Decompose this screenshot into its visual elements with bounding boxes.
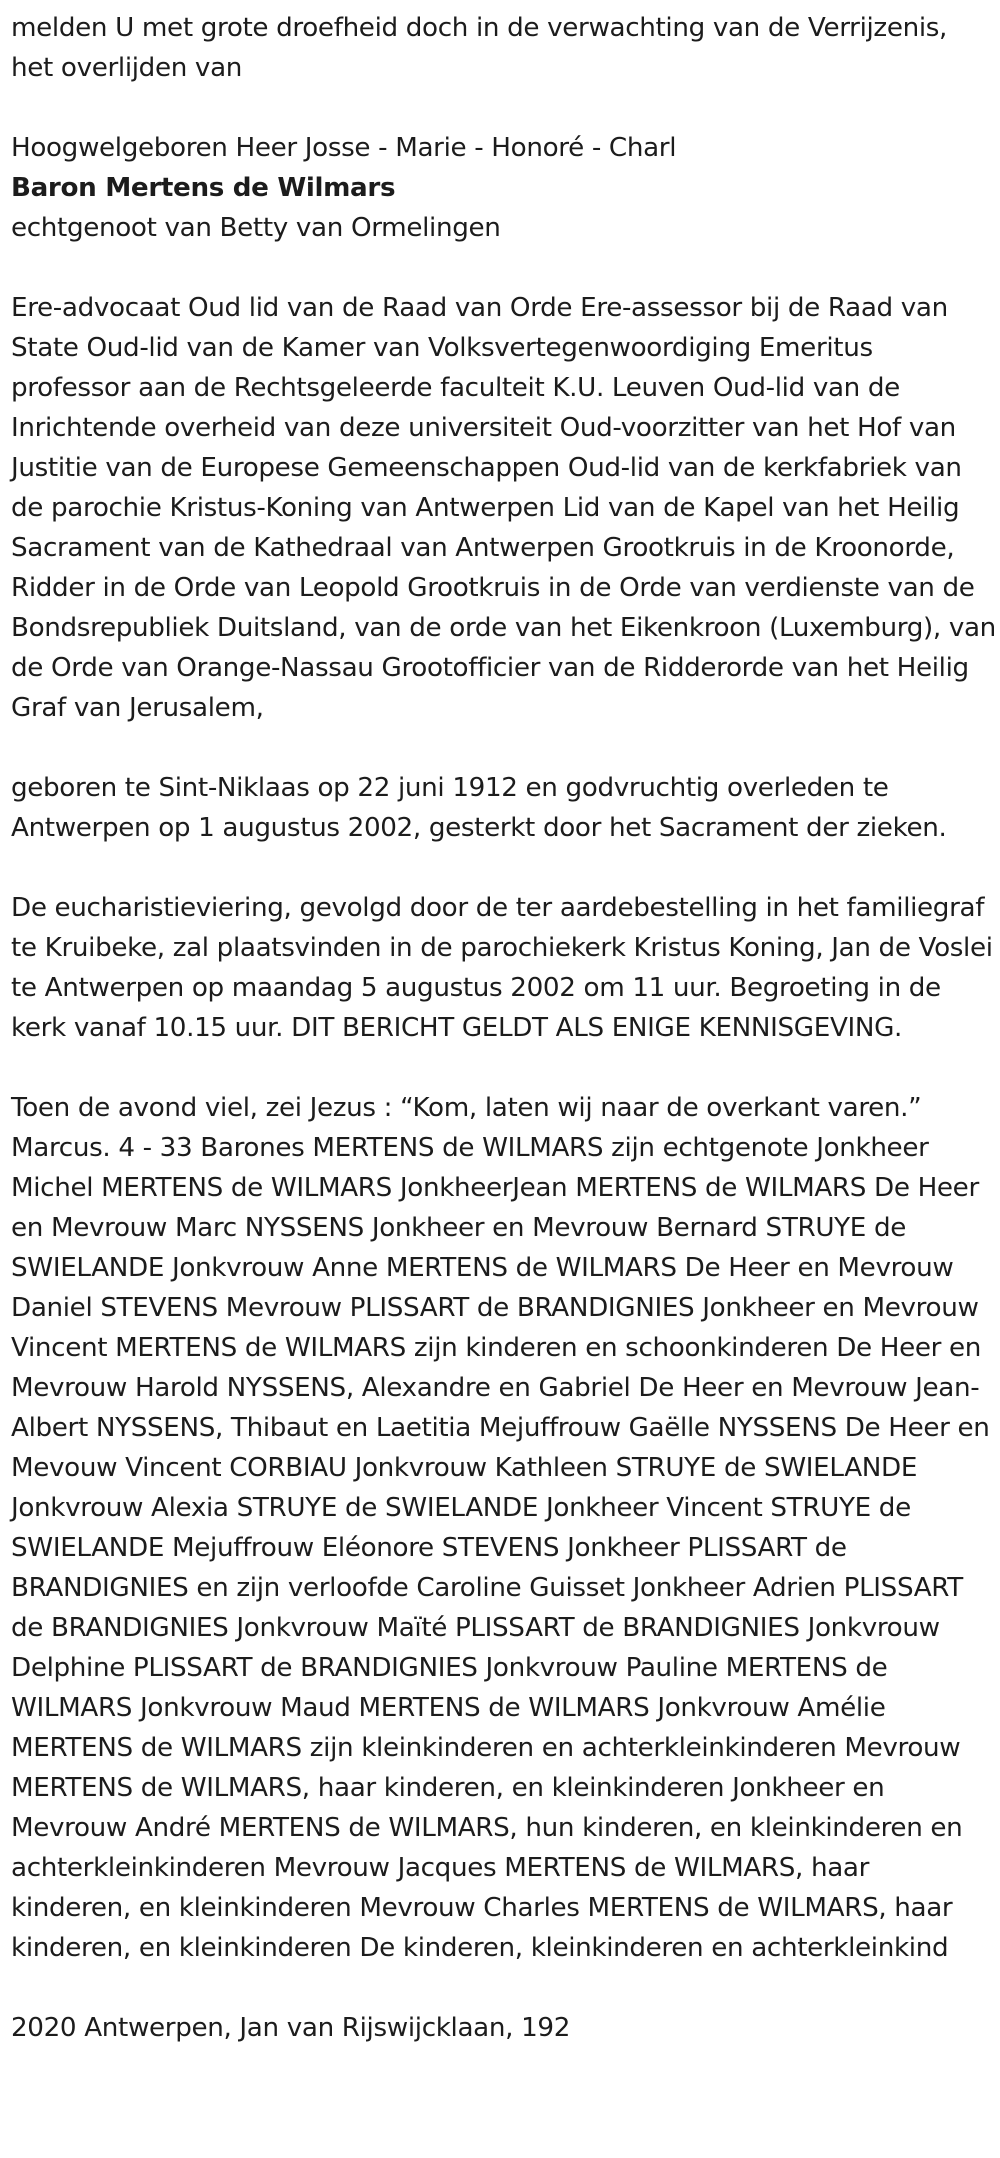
address-line: 2020 Antwerpen, Jan van Rijswijcklaan, 192	[11, 2013, 571, 2043]
birth-death-paragraph: geboren te Sint-Niklaas op 22 juni 1912 en godvruchtig overleden te Antwerpen op 1 augustus 2002, gesterkt door het Sacrament der zieken.	[11, 773, 947, 843]
ceremony-paragraph: De eucharistieviering, gevolgd door de ter aardebestelling in het familiegraf te Kruibeke, zal plaatsvinden in de parochiekerk Kristus Koning, Jan de Voslei te Antwerpen op maandag 5 augustus 2002 om 11 uur. Begroeting in de kerk vanaf 10.15 uur. DIT BERICHT GELDT ALS ENIGE KENNISGEVING.	[11, 893, 993, 1043]
intro-paragraph: melden U met grote droefheid doch in de verwachting van de Verrijzenis, het overlijden van	[11, 13, 948, 83]
titles-paragraph: Ere-advocaat Oud lid van de Raad van Orde Ere-assessor bij de Raad van State Oud-lid van de Kamer van Volksvertegenwoordiging Emeritus professor aan de Rechtsgeleerde faculteit K.U. Leuven Oud-lid van de Inrichtende overheid van deze universiteit Oud-voorzitter van het Hof van Justitie van de Europese Gemeenschappen Oud-lid van de kerkfabriek van de parochie Kristus-Koning van Antwerpen Lid van de Kapel van het Heilig Sacrament van de Kathedraal van Antwerpen Grootkruis in de Kroonorde, Ridder in de Orde van Leopold Grootkruis in de Orde van verdienste van de Bondsrepubliek Duitsland, van de orde van het Eikenkroon (Luxemburg), van de Orde van Orange-Nassau Grootofficier van de Ridderorde van het Heilig Graf van Jerusalem,	[11, 293, 996, 723]
deceased-name: Baron Mertens de Wilmars	[11, 173, 396, 203]
obituary-notice	[11, 8, 996, 2048]
family-paragraph: Toen de avond viel, zei Jezus : “Kom, laten wij naar de overkant varen.” Marcus. 4 - 33 Barones MERTENS de WILMARS zijn echtgenote Jonkheer Michel MERTENS de WILMARS JonkheerJean MERTENS de WILMARS De Heer en Mevrouw Marc NYSSENS Jonkheer en Mevrouw Bernard STRUYE de SWIELANDE Jonkvrouw Anne MERTENS de WILMARS De Heer en Mevrouw Daniel STEVENS Mevrouw PLISSART de BRANDIGNIES Jonkheer en Mevrouw Vincent MERTENS de WILMARS zijn kinderen en schoonkinderen De Heer en Mevrouw Harold NYSSENS, Alexandre en Gabriel De Heer en Mevrouw Jean-Albert NYSSENS, Thibaut en Laetitia Mejuffrouw Gaëlle NYSSENS De Heer en Mevouw Vincent CORBIAU Jonkvrouw Kathleen STRUYE de SWIELANDE Jonkvrouw Alexia STRUYE de SWIELANDE Jonkheer Vincent STRUYE de SWIELANDE Mejuffrouw Eléonore STEVENS Jonkheer PLISSART de BRANDIGNIES en zijn verloofde Caroline Guisset Jonkheer Adrien PLISSART de BRANDIGNIES Jonkvrouw Maïté PLISSART de BRANDIGNIES Jonkvrouw Delphine PLISSART de BRANDIGNIES Jonkvrouw Pauline MERTENS de WILMARS Jonkvrouw Maud MERTENS de WILMARS Jonkvrouw Amélie MERTENS de WILMARS zijn kleinkinderen en achterkleinkinderen Mevrouw MERTENS de WILMARS, haar kinderen, en kleinkinderen Jonkheer en Mevrouw André MERTENS de WILMARS, hun kinderen, en kleinkinderen en achterkleinkinderen Mevrouw Jacques MERTENS de WILMARS, haar kinderen, en kleinkinderen Mevrouw Charles MERTENS de WILMARS, haar kinderen, en kleinkinderen De kinderen, kleinkinderen en achterkleinkind	[11, 1093, 990, 1963]
spouse-line: echtgenoot van Betty van Ormelingen	[11, 213, 501, 243]
honorific-line: Hoogwelgeboren Heer Josse - Marie - Honoré - Charl	[11, 133, 677, 163]
